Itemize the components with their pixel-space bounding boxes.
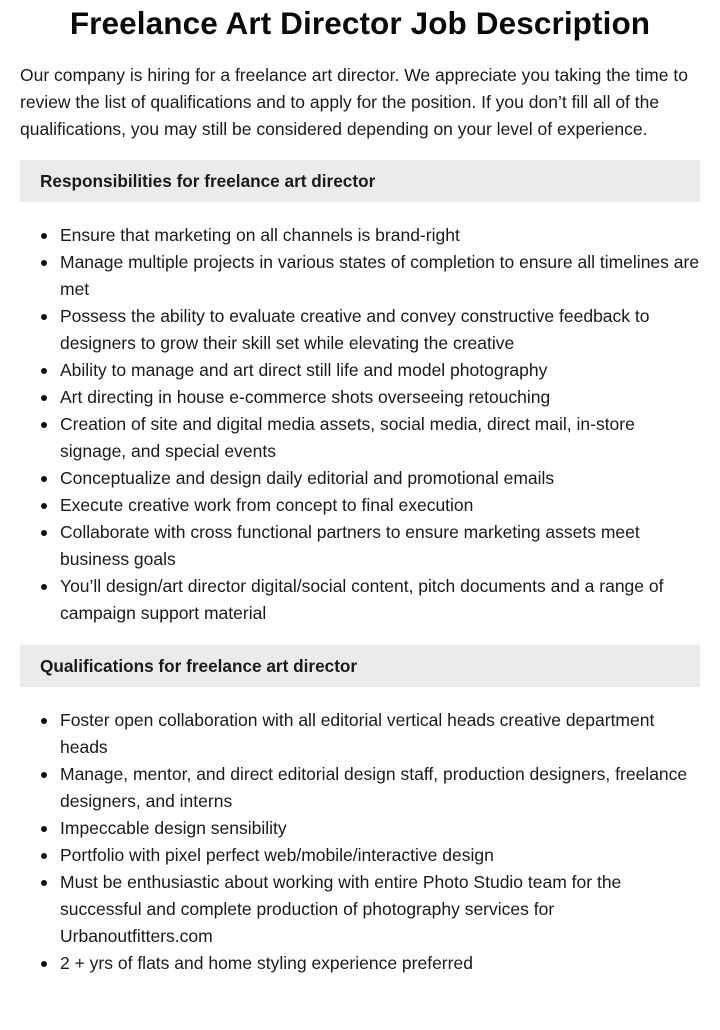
list-item: 2 + yrs of flats and home styling experience preferred [20,950,700,977]
list-item: Impeccable design sensibility [20,815,700,842]
list-item: Ensure that marketing on all channels is brand-right [20,222,700,249]
responsibilities-heading: Responsibilities for freelance art director [20,160,700,202]
list-item: Possess the ability to evaluate creative and convey constructive feedback to designers to grow their skill set while elevating the creative [20,303,700,357]
list-item: Manage multiple projects in various states of completion to ensure all timelines are met [20,249,700,303]
list-item: You’ll design/art director digital/social content, pitch documents and a range of campaign support material [20,573,700,627]
qualifications-list [20,707,700,977]
list-item: Art directing in house e-commerce shots overseeing retouching [20,384,700,411]
list-item: Execute creative work from concept to final execution [20,492,700,519]
intro-paragraph: Our company is hiring for a freelance art director. We appreciate you taking the time to review the list of qualifications and to apply for the position. If you don’t fill all of the qualifications, you may still be considered depending on your level of experience. [20,65,688,139]
list-item: Creation of site and digital media assets, social media, direct mail, in-store signage, and special events [20,411,700,465]
list-item: Manage, mentor, and direct editorial design staff, production designers, freelance designers, and interns [20,761,700,815]
list-item: Foster open collaboration with all editorial vertical heads creative department heads [20,707,700,761]
list-item: Must be enthusiastic about working with entire Photo Studio team for the successful and complete production of photography services for Urbanoutfitters.com [20,869,700,950]
list-item: Conceptualize and design daily editorial and promotional emails [20,465,700,492]
list-item: Portfolio with pixel perfect web/mobile/interactive design [20,842,700,869]
qualifications-heading: Qualifications for freelance art director [20,645,700,687]
responsibilities-list [20,222,700,627]
list-item: Ability to manage and art direct still life and model photography [20,357,700,384]
list-item: Collaborate with cross functional partners to ensure marketing assets meet business goals [20,519,700,573]
page-title: Freelance Art Director Job Description [69,5,651,41]
